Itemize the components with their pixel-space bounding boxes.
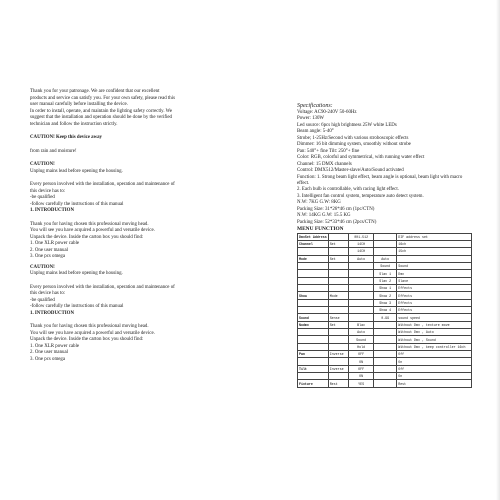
- caution-heading-1: CAUTION!: [30, 162, 55, 167]
- table-cell: On: [397, 358, 472, 365]
- table-cell: [328, 373, 348, 380]
- table-cell: Show 4: [374, 307, 397, 314]
- table-cell: [328, 285, 348, 292]
- specifications-heading: Specifications:: [297, 103, 333, 109]
- table-cell: Set: [328, 240, 348, 247]
- table-cell: Blac: [349, 321, 374, 328]
- table-cell: [328, 343, 348, 350]
- table-cell: Inverse: [328, 351, 348, 358]
- table-cell: 14CH: [349, 240, 374, 247]
- table-cell: Nodmx: [298, 321, 329, 328]
- left-column: [30, 89, 270, 363]
- table-cell: Channel: [298, 240, 329, 247]
- table-row: [298, 351, 472, 358]
- table-row: [298, 307, 472, 314]
- table-cell: [349, 270, 374, 277]
- table-cell: Mode: [328, 292, 348, 299]
- table-row: [298, 270, 472, 277]
- qualified-paragraph-2: Every person involved with the installation, operation and maintenance of this device has to: -be qualified -follow carefully the instructions of this manual: [30, 284, 175, 309]
- table-cell: Effects: [397, 307, 472, 314]
- table-cell: [298, 307, 329, 314]
- table-cell: [298, 336, 329, 343]
- specifications-list: Voltage: AC90-240V 50-60Hz Power: 130W Led source: 6pcs high brightness 25W white LEDs Beam angle: 5-40° Strobe; 1-25Hz/Second with various stroboscopic effects Dimmer: 16 bit dimming system, smoothly without strobe Pan: 540°+ fine Tilt: 250°+ fine Color: RGB, colorful and symmetrical, with running water effect Channel: 15 DMX channels Control: DMX512/Master-slave/Auto/Sound activated Function: 1. Strong beam light effect, beam angle is optional, beam light with macro effect. 2. Each bulb is controllable, with racing light effect. 3. Intelligent fan control system, temperature auto detect system. N.W: 7KG G.W: 8KG Packing Size: 31*26*46 cm (1pc/CTN) N.W: 14KG G.W: 15.5 KG Packing Size: 52*33*46 cm (2pcs/CTN): [297, 110, 463, 225]
- table-cell: Sound: [349, 336, 374, 343]
- table-cell: Fixture: [298, 380, 329, 387]
- table-cell: Rest: [397, 380, 472, 387]
- table-cell: Show 2: [374, 292, 397, 299]
- table-cell: Off: [397, 365, 472, 372]
- right-column: [297, 102, 493, 388]
- table-cell: Sound: [298, 314, 329, 321]
- table-cell: Show 1: [374, 285, 397, 292]
- table-cell: YES: [349, 380, 374, 387]
- table-cell: Inverse: [328, 365, 348, 372]
- table-cell: Off: [397, 351, 472, 358]
- table-cell: [374, 336, 397, 343]
- table-cell: Tilt: [298, 365, 329, 372]
- table-cell: 0-99: [374, 314, 397, 321]
- table-cell: [328, 270, 348, 277]
- table-cell: [349, 299, 374, 306]
- table-row: [298, 248, 472, 255]
- caution-heading-2: CAUTION!: [30, 264, 55, 270]
- unplug-line-1: Unplug mains lead before opening the housing.: [30, 168, 123, 174]
- table-cell: Rest: [328, 380, 348, 387]
- table-cell: 16ch: [397, 240, 472, 247]
- table-cell: [298, 358, 329, 365]
- table-row: [298, 365, 472, 372]
- table-cell: [397, 255, 472, 262]
- table-cell: Dmx: [397, 270, 472, 277]
- table-cell: DmxSet Address: [299, 234, 327, 239]
- table-cell: Sense: [328, 314, 348, 321]
- table-cell: [328, 262, 348, 269]
- table-row: [298, 240, 472, 247]
- table-cell: [374, 380, 397, 387]
- table-row: [298, 277, 472, 284]
- table-cell: [349, 314, 374, 321]
- table-cell: [374, 248, 397, 255]
- table-cell: [328, 329, 348, 336]
- table-cell: [374, 358, 397, 365]
- table-cell: Show: [298, 292, 329, 299]
- table-cell: [374, 329, 397, 336]
- table-row: [298, 373, 472, 380]
- table-row: [298, 343, 472, 350]
- table-cell: Pan: [298, 351, 329, 358]
- table-row: [298, 262, 472, 269]
- table-cell: Without Dmx , Auto: [397, 329, 472, 336]
- table-cell: [374, 373, 397, 380]
- table-cell: On: [397, 373, 472, 380]
- table-cell: [349, 307, 374, 314]
- unplug-line-2: Unplug mains lead before opening the housing.: [30, 271, 123, 276]
- table-cell: [374, 240, 397, 247]
- table-row: [298, 292, 472, 299]
- intro-paragraph: Thank you for your patronage. We are confident that our excellent products and service can satisfy you. For your own safety, please read this user manual carefully before installing the device. In order to install, operate, and maintain the lighting safety correctly. We suggest that the installation and operation should be done by the verified technician and follow the instruction strictly.: [30, 89, 176, 127]
- table-cell: [298, 329, 329, 336]
- table-cell: [328, 277, 348, 284]
- table-cell: [349, 285, 374, 292]
- table-cell: OFF: [349, 365, 374, 372]
- table-cell: DIF address set: [397, 233, 472, 240]
- caution-keep-away: CAUTION! Keep this device away: [30, 135, 102, 140]
- menu-function-heading: MENU FUNCTION: [297, 226, 344, 233]
- table-cell: Set: [328, 255, 348, 262]
- thank-you-paragraph-1: Thank you for having chosen this professional moving head. You will see you have acquired a powerful and versatile device. Unpack the device. Inside the carton box you should find: 1. One XLR power cable 2. One user manual 3. One pcs omega: [30, 221, 155, 259]
- table-cell: Effects: [397, 292, 472, 299]
- table-cell: Show 3: [374, 299, 397, 306]
- table-cell: Auto: [374, 255, 397, 262]
- qualified-paragraph-1: Every person involved with the installation, operation and maintenance of this device has to: -be qualified -follow carefully the instructions of this manual: [30, 182, 175, 207]
- table-cell: [328, 233, 348, 240]
- table-cell: [374, 365, 397, 372]
- table-row: [298, 299, 472, 306]
- introduction-heading-2: 1. INTRODUCTION: [30, 310, 75, 316]
- table-cell: Set: [328, 321, 348, 328]
- table-row: [298, 255, 472, 262]
- table-cell: Without Dmx , Sound: [397, 336, 472, 343]
- table-cell: Slav 2: [374, 277, 397, 284]
- table-row: [298, 358, 472, 365]
- table-cell: [298, 277, 329, 284]
- table-cell: [328, 248, 348, 255]
- table-cell: [298, 285, 329, 292]
- table-cell: Without Dmx , texture move: [397, 321, 472, 328]
- table-cell: [298, 248, 329, 255]
- thank-you-paragraph-2: Thank you for having chosen this professional moving head. You will see you have acquired a powerful and versatile device. Unpack the device. Inside the carton box you should find: 1. One XLR power cable 2. One user manual 3. One pcs omega: [30, 324, 155, 362]
- table-cell: Effects: [397, 299, 472, 306]
- table-cell: Without Dmx , keep controller 16ch: [397, 343, 472, 350]
- table-cell: [298, 262, 329, 269]
- table-cell: [298, 299, 329, 306]
- table-cell: [349, 262, 374, 269]
- table-cell: Sound: [397, 262, 472, 269]
- table-row: [298, 329, 472, 336]
- table-cell: [328, 299, 348, 306]
- table-row: [298, 233, 472, 240]
- table-cell: [328, 336, 348, 343]
- table-cell: [298, 343, 329, 350]
- table-cell: 15ch: [397, 248, 472, 255]
- table-cell: [374, 351, 397, 358]
- table-cell: Auto: [349, 329, 374, 336]
- table-cell: [298, 270, 329, 277]
- table-cell: 14CH: [349, 248, 374, 255]
- table-cell: ON: [349, 373, 374, 380]
- table-cell: [298, 373, 329, 380]
- table-row: [298, 314, 472, 321]
- table-row: [298, 285, 472, 292]
- table-cell: [349, 277, 374, 284]
- table-cell: [374, 321, 397, 328]
- table-cell: Auto: [349, 255, 374, 262]
- menu-function-table: [297, 233, 472, 388]
- scan-edge-shadow: [496, 0, 500, 500]
- table-cell: Effects: [397, 285, 472, 292]
- table-cell: Mode: [298, 255, 329, 262]
- table-cell: [328, 307, 348, 314]
- table-cell: OFF: [349, 351, 374, 358]
- table-cell: Slave: [397, 277, 472, 284]
- table-cell: [374, 343, 397, 350]
- table-row: [298, 380, 472, 387]
- table-cell: 001-512: [349, 233, 374, 240]
- introduction-heading-1: 1. INTRODUCTION: [30, 208, 75, 213]
- table-cell: ON: [349, 358, 374, 365]
- table-row: [298, 321, 472, 328]
- table-cell: Hold: [349, 343, 374, 350]
- table-cell: [328, 358, 348, 365]
- rain-moisture-line: from rain and moisture!: [30, 148, 77, 154]
- table-cell: sound speed: [397, 314, 472, 321]
- table-cell: Slav 1: [374, 270, 397, 277]
- table-cell: [349, 292, 374, 299]
- table-cell: Sound: [374, 262, 397, 269]
- table-row: [298, 336, 472, 343]
- table-cell: [374, 233, 397, 240]
